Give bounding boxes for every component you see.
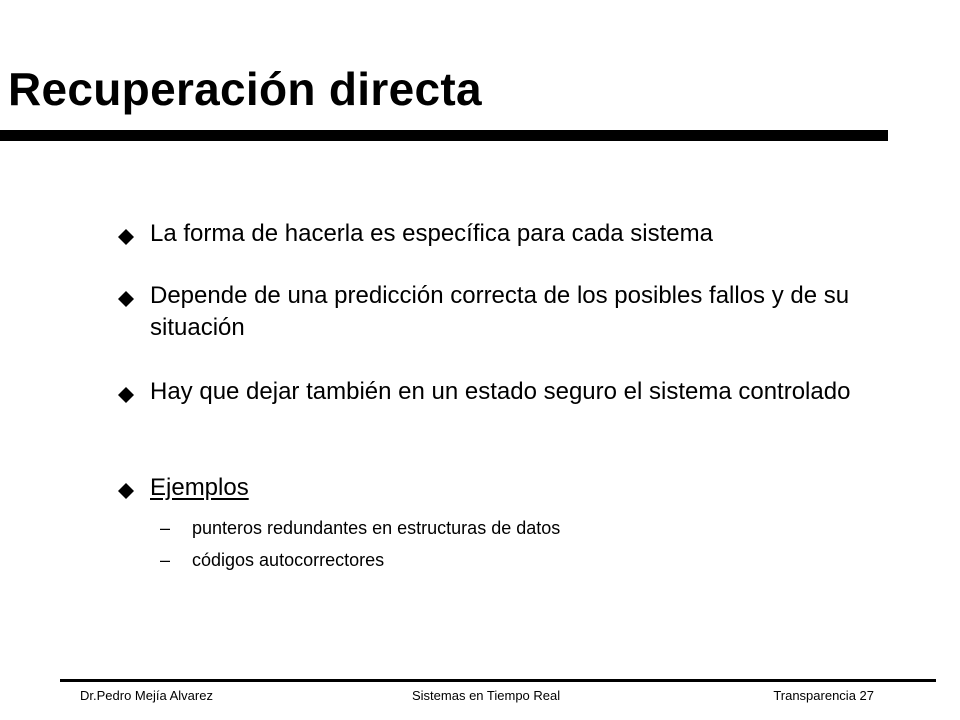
dash-marker: – <box>160 550 171 570</box>
footer-divider <box>60 679 936 682</box>
bullet-text: Depende de una predicción correcta de los posibles fallos y de su situación <box>150 282 850 341</box>
diamond-bullet-icon <box>118 229 134 245</box>
footer-author: Dr.Pedro Mejía Alvarez <box>80 688 213 703</box>
footer-page-label: Transparencia 27 <box>773 688 874 703</box>
examples-heading: Ejemplos <box>150 474 249 501</box>
footer-course: Sistemas en Tiempo Real <box>412 688 561 703</box>
sub-item-text: punteros redundantes en estructuras de datos <box>192 518 561 538</box>
bullet-text: Hay que dejar también en un estado seguro el sistema controlado <box>150 378 851 405</box>
sub-item-text: códigos autocorrectores <box>192 550 385 570</box>
title-underline-bar <box>0 130 888 141</box>
diamond-bullet-icon <box>118 387 134 403</box>
diamond-bullet-icon <box>118 483 134 499</box>
bullet-text: La forma de hacerla es específica para cada sistema <box>150 220 713 247</box>
diamond-bullet-icon <box>118 291 134 307</box>
dash-marker: – <box>160 518 171 538</box>
slide-title: Recuperación directa <box>8 63 482 115</box>
